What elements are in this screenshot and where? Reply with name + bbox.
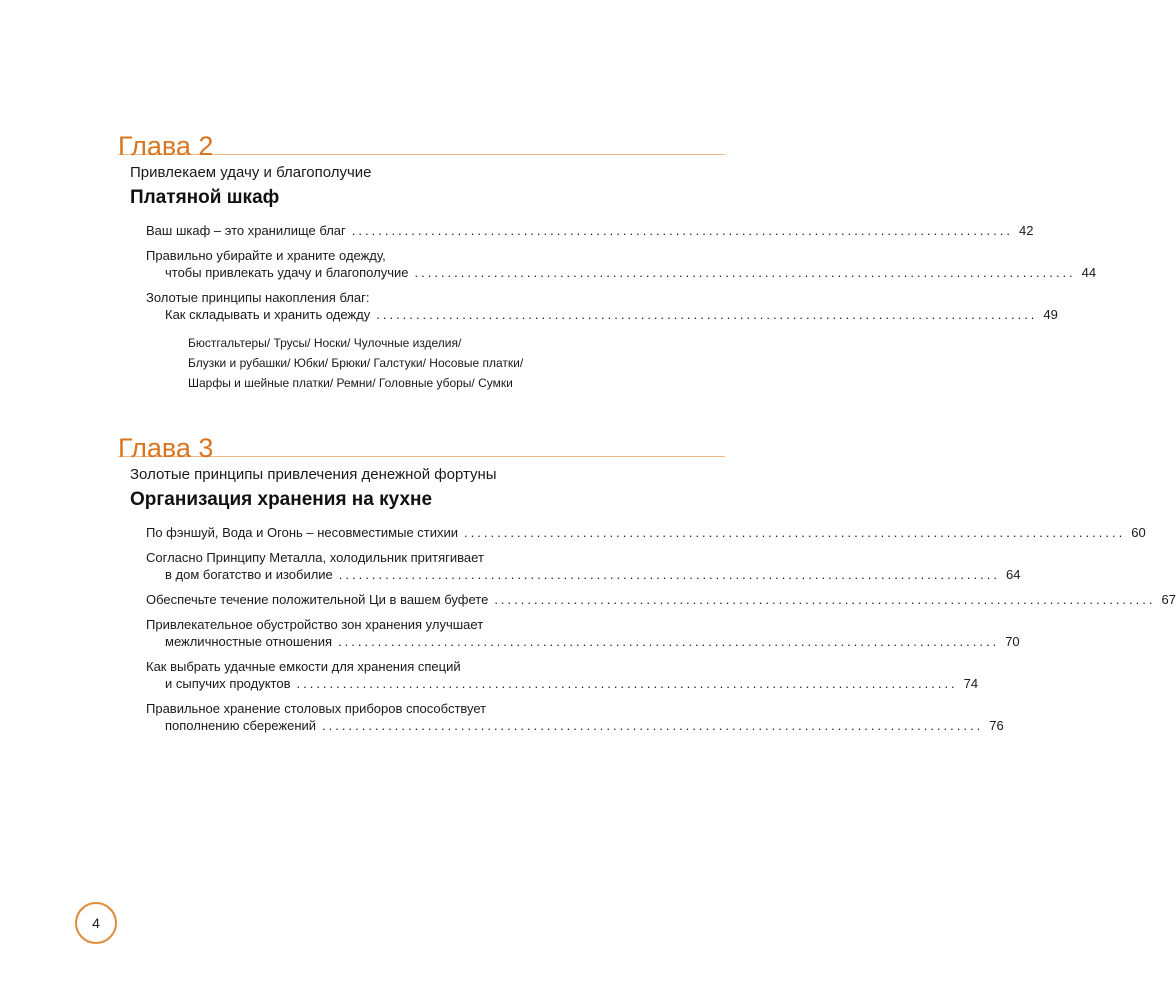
chapter-title: Платяной шкаф xyxy=(130,187,280,208)
chapter-heading-text: Глава 2 xyxy=(118,131,214,161)
subitem-line: Блузки и рубашки/ Юбки/ Брюки/ Галстуки/ Носовые платки/ xyxy=(188,356,524,370)
toc-entry-text: Ваш шкаф – это хранилище благ xyxy=(146,223,346,238)
toc-entry-text: в дом богатство и изобилие xyxy=(165,567,333,582)
toc-page-number: 49 xyxy=(1043,307,1058,322)
toc-page-number: 42 xyxy=(1018,223,1034,238)
toc-page-number: 76 xyxy=(989,718,1004,733)
toc-entry-text: межличностные отношения xyxy=(165,634,333,649)
toc-entry-text: Как складывать и хранить одежду xyxy=(165,307,371,322)
toc-page-number: 44 xyxy=(1081,265,1097,280)
toc-entry-first-line: Золотые принципы накопления благ: xyxy=(146,290,370,305)
toc-entry-text: чтобы привлекать удачу и благополучие xyxy=(165,265,409,280)
page-number: 4 xyxy=(92,915,100,931)
toc-page-number: 60 xyxy=(1131,525,1146,540)
toc-page-number: 64 xyxy=(1005,567,1021,582)
dot-leader: .................................................................................................... xyxy=(351,223,1013,238)
toc-list xyxy=(146,524,1176,734)
dot-leader: .................................................................................................... xyxy=(338,567,1000,582)
toc-entry[interactable] xyxy=(146,591,1176,608)
toc-page-number: 74 xyxy=(963,676,979,691)
subitem-line: Шарфы и шейные платки/ Ремни/ Головные уборы/ Сумки xyxy=(188,376,513,390)
toc-list xyxy=(146,222,1097,393)
toc-entry-first-line: Правильное хранение столовых приборов способствует xyxy=(146,701,487,716)
toc-entry[interactable] xyxy=(146,700,1004,734)
chapter-subtitle: Золотые принципы привлечения денежной фортуны xyxy=(130,466,497,483)
toc-entry-first-line: Согласно Принципу Металла, холодильник притягивает xyxy=(146,550,484,565)
chapter-heading-text: Глава 3 xyxy=(118,433,214,463)
dot-leader: .................................................................................................... xyxy=(494,592,1156,607)
toc-entry-text: По фэншуй, Вода и Огонь – несовместимые стихии xyxy=(146,525,459,540)
dot-leader: .................................................................................................... xyxy=(322,718,984,733)
toc-entry[interactable] xyxy=(146,247,1097,281)
toc-entry[interactable] xyxy=(146,289,1058,323)
chapter-title: Организация хранения на кухне xyxy=(130,489,433,510)
toc-entry[interactable] xyxy=(146,524,1146,541)
toc-entry-text: и сыпучих продуктов xyxy=(165,676,291,691)
page-number-badge xyxy=(75,902,117,944)
toc-entry-text: пополнению сбережений xyxy=(165,718,317,733)
toc-entry-first-line: Привлекательное обустройство зон хранения улучшает xyxy=(146,617,484,632)
chapter-2 xyxy=(118,128,1097,393)
dot-leader: .................................................................................................... xyxy=(464,525,1126,540)
toc-entry[interactable] xyxy=(146,222,1034,239)
chapter-heading xyxy=(118,430,725,463)
toc-page-number: 67 xyxy=(1161,592,1176,607)
dot-leader: .................................................................................................... xyxy=(414,265,1076,280)
chapter-3 xyxy=(118,430,1176,742)
dot-leader: .................................................................................................... xyxy=(376,307,1038,322)
chapter-heading xyxy=(118,128,725,161)
subitem-line: Бюстгальтеры/ Трусы/ Носки/ Чулочные изделия/ xyxy=(188,336,462,350)
toc-entry-first-line: Как выбрать удачные емкости для хранения специй xyxy=(146,659,461,674)
toc-entry-text: Обеспечьте течение положительной Ци в вашем буфете xyxy=(146,592,489,607)
chapter-subtitle: Привлекаем удачу и благополучие xyxy=(130,164,372,181)
toc-entry[interactable] xyxy=(146,616,1020,650)
clothing-subitems xyxy=(188,333,725,393)
dot-leader: .................................................................................................... xyxy=(296,676,958,691)
dot-leader: .................................................................................................... xyxy=(338,634,1000,649)
toc-page-number: 70 xyxy=(1005,634,1020,649)
toc-entry[interactable] xyxy=(146,658,979,692)
toc-entry[interactable] xyxy=(146,549,1021,583)
toc-entry-first-line: Правильно убирайте и храните одежду, xyxy=(146,248,386,263)
